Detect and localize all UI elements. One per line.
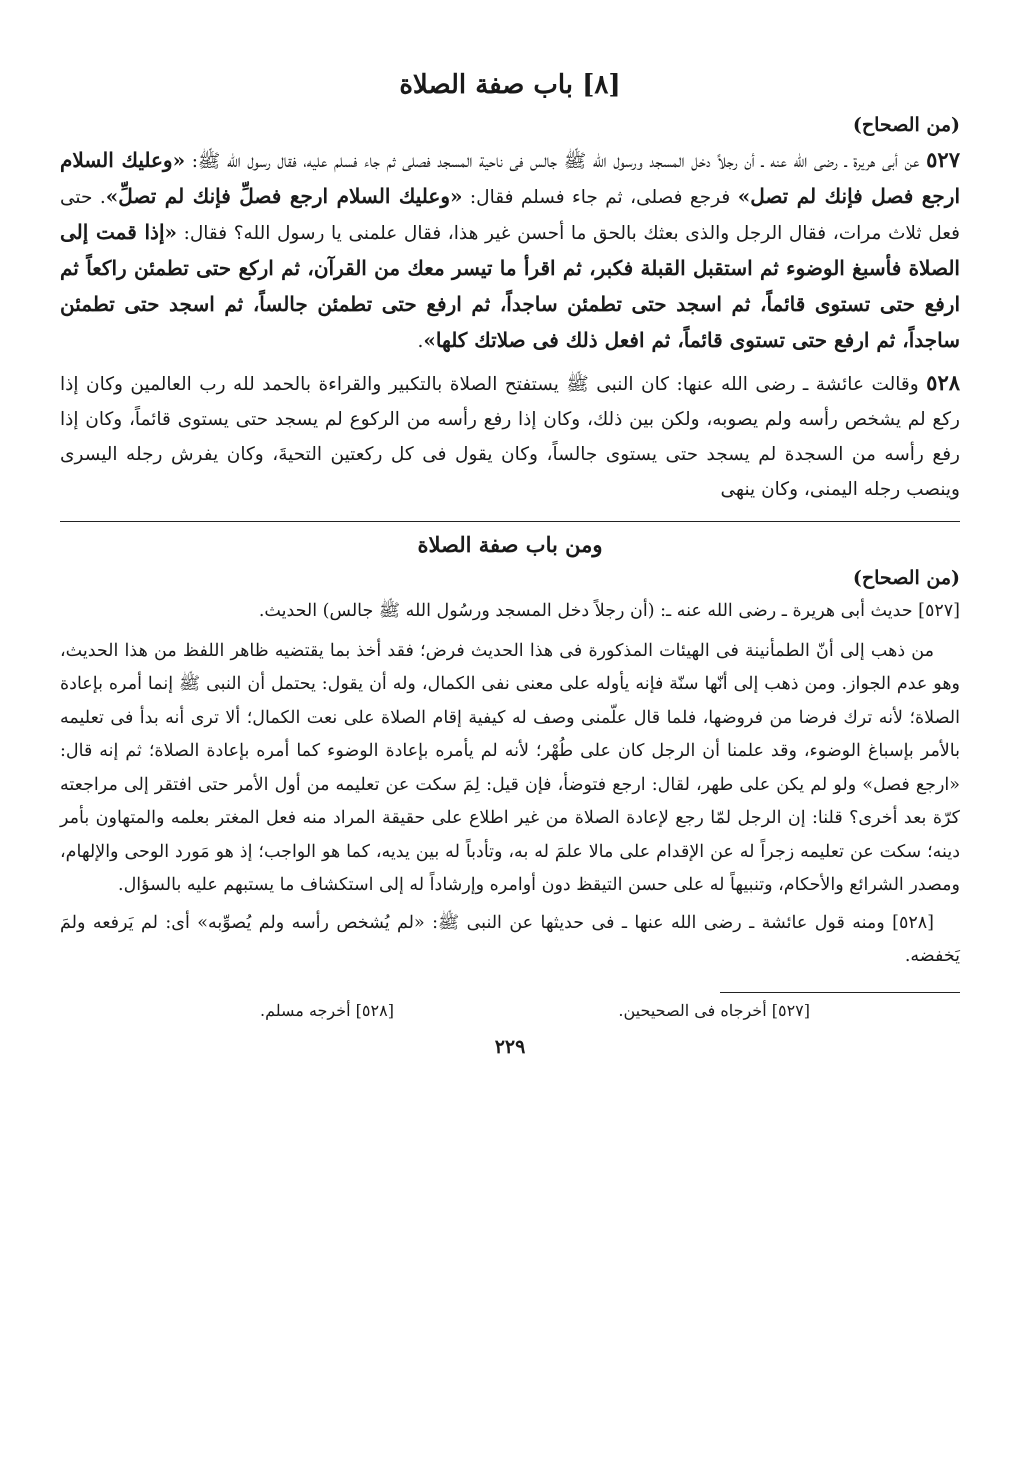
section-divider [60, 521, 960, 522]
commentary-subheading: (من الصحاح) [852, 567, 960, 589]
hadith-527-quote-3: «إذا قمت إلى الصلاة فأسبغ الوضوء ثم استقبل القبلة فكبر، ثم اقرأ ما تيسر معك من القرآن، ثم اركع حتى تطمئن راكعاً ثم ارفع حتى تستوى قائماً، ثم اسجد حتى تطمئن ساجداً، ثم ارفع حتى تطمئن جالساً، ثم اسجد حتى تطمئن ساجداً، ثم ارفع حتى تستوى قائماً، ثم افعل ذلك فى صلاتك كلها» [60, 220, 960, 352]
hadith-528 [60, 365, 960, 507]
hadith-527-text-4: . [417, 331, 424, 352]
hadith-527-number: ٥٢٧ [926, 147, 960, 172]
commentary-527-heading: [٥٢٧] حديث أبى هريرة ـ رضى الله عنه ـ: (أن رجلاً دخل المسجد ورسُول الله ﷺ جالس) الحديث. [258, 601, 960, 621]
footnote-527: [٥٢٧] أخرجاه فى الصحيحين. [618, 1000, 810, 1020]
footnote-divider [720, 992, 960, 993]
hadith-528-text: وقالت عائشة ـ رضى الله عنها: كان النبى ﷺ يستفتح الصلاة بالتكبير والقراءة بالحمد لله رب العالمين وكان إذا ركع لم يشخص رأسه ولم يصوبه، ولكن بين ذلك، وكان إذا رفع رأسه من الركوع لم يسجد حتى يستوى قائماً، وكان إذا رفع رأسه من السجدة لم يسجد حتى يستوى جالساً، وكان يقول فى كل ركعتين التحيةَ، وكان يفرش رجله اليسرى وينصب رجله اليمنى، وكان ينهى [60, 374, 960, 500]
hadith-527-text-1: عن أبى هريرة ـ رضى الله عنه ـ أن رجلاً دخل المسجد ورسول الله ﷺ جالس فى ناحية المسجد فصلى ثم جاء فسلم عليه، فقال رسول الله ﷺ: [185, 151, 920, 172]
hadith-528-number: ٥٢٨ [926, 370, 961, 395]
hadith-527-quote-1: «وعليك السلام ارجع فصل فإنك لم تصل» [60, 148, 961, 208]
commentary-527-body: من ذهب إلى أنّ الطمأنينة فى الهيئات المذكورة فى هذا الحديث فرض؛ فقد أخذ بما يقتضيه ظاهر اللفظ من هذا الحديث، وهو عدم الجواز. ومن ذهب إلى أنّها سنّة فإنه يأوله على معنى نفى الكمال، وله أن يقول: يحتمل أن النبى ﷺ إنما أمره بإعادة الصلاة؛ لأنه ترك فرضا من فروضها، فلما قال علّمنى وصف له كيفية إقام الصلاة على نعت الكمال؛ ألا ترى أنه بدأ فى تعليمه بالأمر بإسباغ الوضوء، وقد علمنا أن الرجل كان على طُهْر؛ لأنه لم يأمره بإعادة الوضوء كما أمره بإعادة الصلاة؛ ثم إنه قال: «ارجع فصل» ولو لم يكن على طهر، لقال: ارجع فتوضأ، فإن قيل: لِمَ سكت عن تعليمه من أول الأمر حتى افتقر إلى مراجعته كرّة بعد أخرى؟ قلنا: إن الرجل لمّا رجع لإعادة الصلاة من غير اطلاع على حقيقة المراد منه فعل المغتر بعلمه والمتهاون بأمر دينه؛ سكت عن تعليمه زجراً له عن الإقدام على مالا علمَ له به، وتأدباً له بين يديه، كما هو الواجب؛ إذ هو مَورد الوحى والإلهام، ومصدر الشرائع والأحكام، وتنبيهاً له على حسن التيقظ دون أوامره وإرشاداً له إلى استكشاف ما يستبهم عليه بالسؤال. [60, 640, 960, 895]
hadith-527 [60, 142, 960, 359]
document-page [60, 70, 960, 1058]
hadith-527-text-2: فرجع فصلى، ثم جاء فسلم فقال: [462, 187, 738, 208]
hadith-527-quote-2: «وعليك السلام ارجع فصلِّ فإنك لم تصلِّ» [105, 184, 463, 208]
hadith-527-text-3: . حتى فعل ثلاث مرات، فقال الرجل والذى بعثك بالحق ما أحسن غير هذا، فقال علمنى يا رسول الله؟ فقال: [60, 187, 960, 244]
footnotes [60, 1001, 960, 1020]
page-number: ٢٢٩ [494, 1035, 526, 1058]
commentary-title: ومن باب صفة الصلاة [417, 532, 603, 557]
chapter-title: [٨] باب صفة الصلاة [399, 70, 621, 100]
text-subheading: (من الصحاح) [852, 114, 960, 136]
footnote-528: [٥٢٨] أخرجه مسلم. [260, 1000, 394, 1020]
commentary-528: [٥٢٨] ومنه قول عائشة ـ رضى الله عنها ـ فى حديثها عن النبى ﷺ: «لم يُشخص رأسه ولم يُصوِّبه» أى: لم يَرفعه ولمَ يَخفضه. [60, 912, 960, 966]
